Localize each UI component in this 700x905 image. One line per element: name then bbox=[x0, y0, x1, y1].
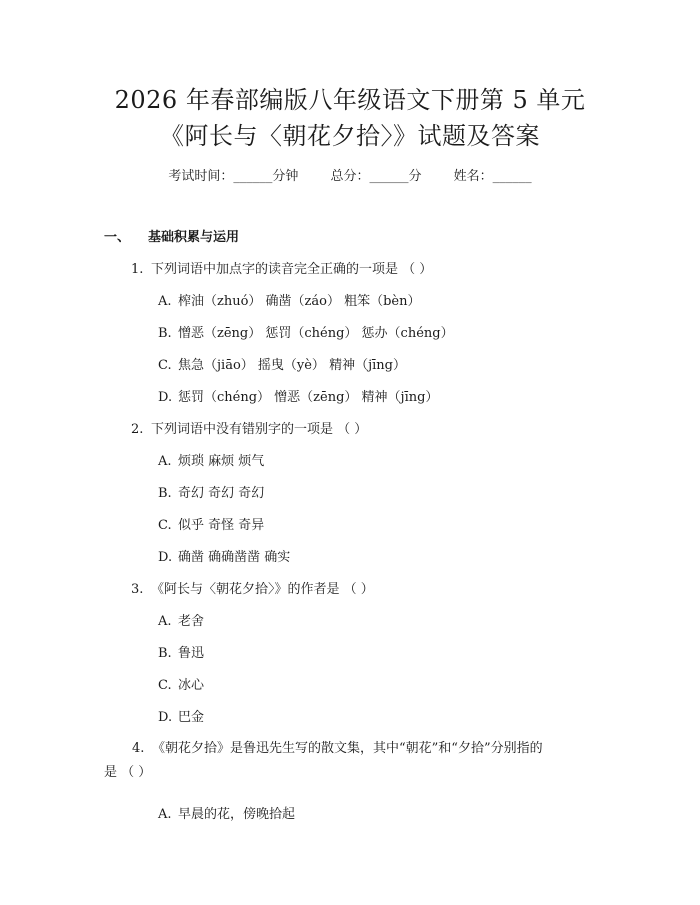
option-text: 鲁迅 bbox=[178, 646, 205, 661]
exam-time-field: 考试时间：______分钟 bbox=[168, 169, 299, 184]
question-number: 3. bbox=[131, 582, 144, 597]
option-letter: D. bbox=[158, 390, 173, 405]
question-number: 2. bbox=[131, 422, 144, 437]
option-text: 憎恶（zēng） 惩罚（chéng） 惩办（chéng） bbox=[178, 326, 454, 341]
option-text: 奇幻 奇幻 奇幻 bbox=[178, 486, 265, 501]
option-text: 榨油（zhuó） 确凿（záo） 粗笨（bèn） bbox=[178, 294, 421, 309]
question-3 bbox=[131, 581, 374, 599]
section-heading bbox=[104, 229, 239, 247]
question-2-option-b bbox=[158, 485, 264, 503]
option-text: 焦急（jiāo） 摇曳（yè） 精神（jīng） bbox=[178, 358, 406, 373]
question-text: 下列词语中没有错别字的一项是 （ ） bbox=[151, 422, 368, 437]
option-letter: B. bbox=[158, 646, 172, 661]
option-letter: A. bbox=[158, 807, 172, 822]
question-3-option-d bbox=[158, 709, 204, 727]
question-4-line-2: 是 （ ） bbox=[104, 765, 152, 780]
exam-score-field: 总分：______分 bbox=[330, 169, 422, 184]
option-letter: C. bbox=[158, 358, 172, 373]
question-1 bbox=[131, 261, 432, 279]
option-text: 早晨的花，傍晚拾起 bbox=[178, 807, 296, 822]
option-letter: A. bbox=[158, 614, 172, 629]
question-3-option-a bbox=[158, 613, 204, 631]
question-number: 4. bbox=[132, 741, 145, 756]
option-letter: C. bbox=[158, 678, 172, 693]
exam-meta bbox=[0, 168, 700, 186]
option-letter: B. bbox=[158, 326, 172, 341]
option-text: 冰心 bbox=[178, 678, 205, 693]
question-2-option-c bbox=[158, 517, 264, 535]
option-text: 惩罚（chéng） 憎恶（zēng） 精神（jīng） bbox=[178, 390, 439, 405]
section-label: 基础积累与运用 bbox=[148, 230, 240, 245]
option-letter: A. bbox=[158, 294, 172, 309]
question-2-option-d bbox=[158, 549, 290, 567]
option-letter: C. bbox=[158, 518, 172, 533]
option-text: 老舍 bbox=[178, 614, 205, 629]
question-number: 1. bbox=[131, 262, 144, 277]
question-1-option-a bbox=[158, 293, 421, 311]
question-text: 《阿长与〈朝花夕拾〉》的作者是 （ ） bbox=[151, 582, 374, 597]
question-4-option-a bbox=[158, 806, 295, 824]
question-4 bbox=[104, 737, 604, 785]
option-text: 似乎 奇怪 奇异 bbox=[178, 518, 265, 533]
question-1-option-d bbox=[158, 389, 438, 407]
option-letter: B. bbox=[158, 486, 172, 501]
option-letter: D. bbox=[158, 550, 173, 565]
exam-title-line-2: 《阿长与〈朝花夕拾〉》试题及答案 bbox=[160, 122, 540, 150]
question-3-option-b bbox=[158, 645, 204, 663]
question-3-option-c bbox=[158, 677, 204, 695]
question-4-line-1 bbox=[104, 737, 604, 761]
option-letter: A. bbox=[158, 454, 172, 469]
question-1-option-c bbox=[158, 357, 406, 375]
question-2-option-a bbox=[158, 453, 264, 471]
section-number: 一、 bbox=[104, 230, 131, 245]
question-1-option-b bbox=[158, 325, 454, 343]
option-text: 巴金 bbox=[178, 710, 205, 725]
option-text: 确凿 确确凿凿 确实 bbox=[178, 550, 291, 565]
exam-name-field: 姓名：______ bbox=[453, 169, 532, 184]
exam-title-line-1: 2026 年春部编版八年级语文下册第 5 单元 bbox=[114, 86, 586, 114]
question-2 bbox=[131, 421, 367, 439]
option-letter: D. bbox=[158, 710, 173, 725]
question-text: 《朝花夕拾》是鲁迅先生写的散文集，其中“朝花”和“夕拾”分别指的 bbox=[152, 741, 543, 756]
option-text: 烦琐 麻烦 烦气 bbox=[178, 454, 265, 469]
question-text: 下列词语中加点字的读音完全正确的一项是 （ ） bbox=[151, 262, 433, 277]
